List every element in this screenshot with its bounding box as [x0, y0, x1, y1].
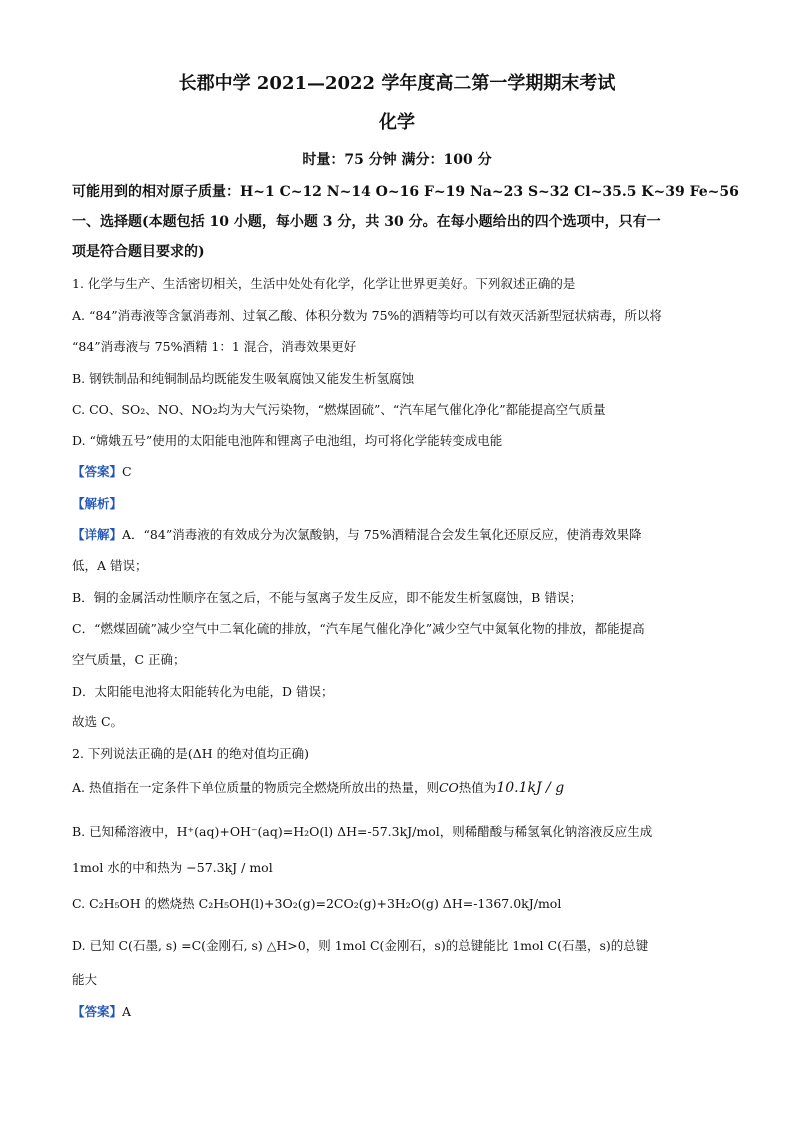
answer-tag: 【答案】 — [72, 1004, 123, 1019]
q1-conclusion: 故选 C。 — [72, 714, 124, 729]
q2-option-a-text: A. 热值指在一定条件下单位质量的物质完全燃烧所放出的热量，则 — [72, 780, 439, 795]
q1-option-a-line1: A. “84”消毒液等含氯消毒剂、过氧乙酸、体积分数为 75%的酒精等均可以有效灭活新型冠状病毒，所以将 — [72, 308, 662, 323]
detail-tag: 【详解】 — [72, 527, 123, 542]
q1-analysis — [72, 496, 122, 512]
exam-time-score: 时量：75 分钟 满分：100 分 — [302, 152, 492, 168]
answer-value: C — [122, 464, 132, 479]
q1-option-d: D. “嫦娥五号”使用的太阳能电池阵和锂离子电池组，均可将化学能转变成电能 — [72, 433, 503, 448]
answer-tag: 【答案】 — [72, 464, 123, 479]
q1-stem: 1. 化学与生产、生活密切相关，生活中处处有化学，化学让世界更美好。下列叙述正确的是 — [72, 276, 576, 291]
detail-a-text: A．“84”消毒液的有效成分为次氯酸钠，与 75%酒精混合会发生氧化还原反应，使消毒效果降 — [122, 527, 642, 542]
q2-option-a-mid: 热值为 — [458, 780, 497, 795]
q1-detail-a-line1 — [72, 527, 642, 543]
q1-option-b: B. 钢铁制品和纯铜制品均既能发生吸氧腐蚀又能发生析氢腐蚀 — [72, 371, 415, 386]
answer-value: A — [122, 1004, 132, 1019]
analysis-tag: 【解析】 — [72, 496, 123, 511]
q1-option-c: C. CO、SO₂、NO、NO₂均为大气污染物，“燃煤固硫”、“汽车尾气催化净化”都能提高空气质量 — [72, 402, 606, 417]
exam-subject: 化学 — [379, 112, 415, 133]
q1-detail-a-line2: 低，A 错误； — [72, 558, 148, 573]
q2-option-a — [72, 780, 564, 796]
q2-option-c: C. C₂H₅OH 的燃烧热 C₂H₅OH(l)+3O₂(g)=2CO₂(g)+3H₂O(g) ΔH=-1367.0kJ/mol — [72, 896, 562, 911]
q2-option-d-line1: D. 已知 C(石墨, s) =C(金刚石, s) △H>0，则 1mol C(金刚石，s)的总键能比 1mol C(石墨，s)的总键 — [72, 938, 649, 953]
q2-option-a-co: CO — [438, 780, 459, 795]
atomic-masses: 可能用到的相对原子质量：H~1 C~12 N~14 O~16 F~19 Na~23 S~32 Cl~35.5 K~39 Fe~56 — [72, 184, 739, 200]
q1-detail-b: B．铜的金属活动性顺序在氢之后，不能与氢离子发生反应，即不能发生析氢腐蚀，B 错误； — [72, 590, 582, 605]
q1-detail-c-line1: C．“燃煤固硫”减少空气中二氧化硫的排放，“汽车尾气催化净化”减少空气中氮氧化物的排放，都能提高 — [72, 621, 645, 636]
q2-option-b-line1: B. 已知稀溶液中，H⁺(aq)+OH⁻(aq)=H₂O(l) ΔH=-57.3kJ/mol，则稀醋酸与稀氢氧化钠溶液反应生成 — [72, 824, 653, 839]
q1-option-a-line2: “84”消毒液与 75%酒精 1：1 混合，消毒效果更好 — [72, 339, 357, 354]
q2-answer — [72, 1004, 131, 1020]
q2-option-d-line2: 能大 — [72, 972, 98, 987]
q2-option-b-line2: 1mol 水的中和热为 −57.3kJ / mol — [72, 860, 273, 875]
section-heading-line1: 一、选择题(本题包括 10 小题，每小题 3 分，共 30 分。在每小题给出的四个选项中，只有一 — [72, 214, 661, 230]
q1-answer — [72, 464, 132, 480]
q2-stem: 2. 下列说法正确的是(ΔH 的绝对值均正确) — [72, 746, 310, 761]
q1-detail-d: D．太阳能电池将太阳能转化为电能，D 错误； — [72, 684, 334, 699]
q2-option-a-value: 10.1kJ / g — [496, 780, 565, 796]
q1-detail-c-line2: 空气质量，C 正确； — [72, 652, 186, 667]
exam-title: 长郡中学 2021—2022 学年度高二第一学期期末考试 — [178, 73, 616, 94]
section-heading-line2: 项是符合题目要求的) — [72, 244, 205, 260]
